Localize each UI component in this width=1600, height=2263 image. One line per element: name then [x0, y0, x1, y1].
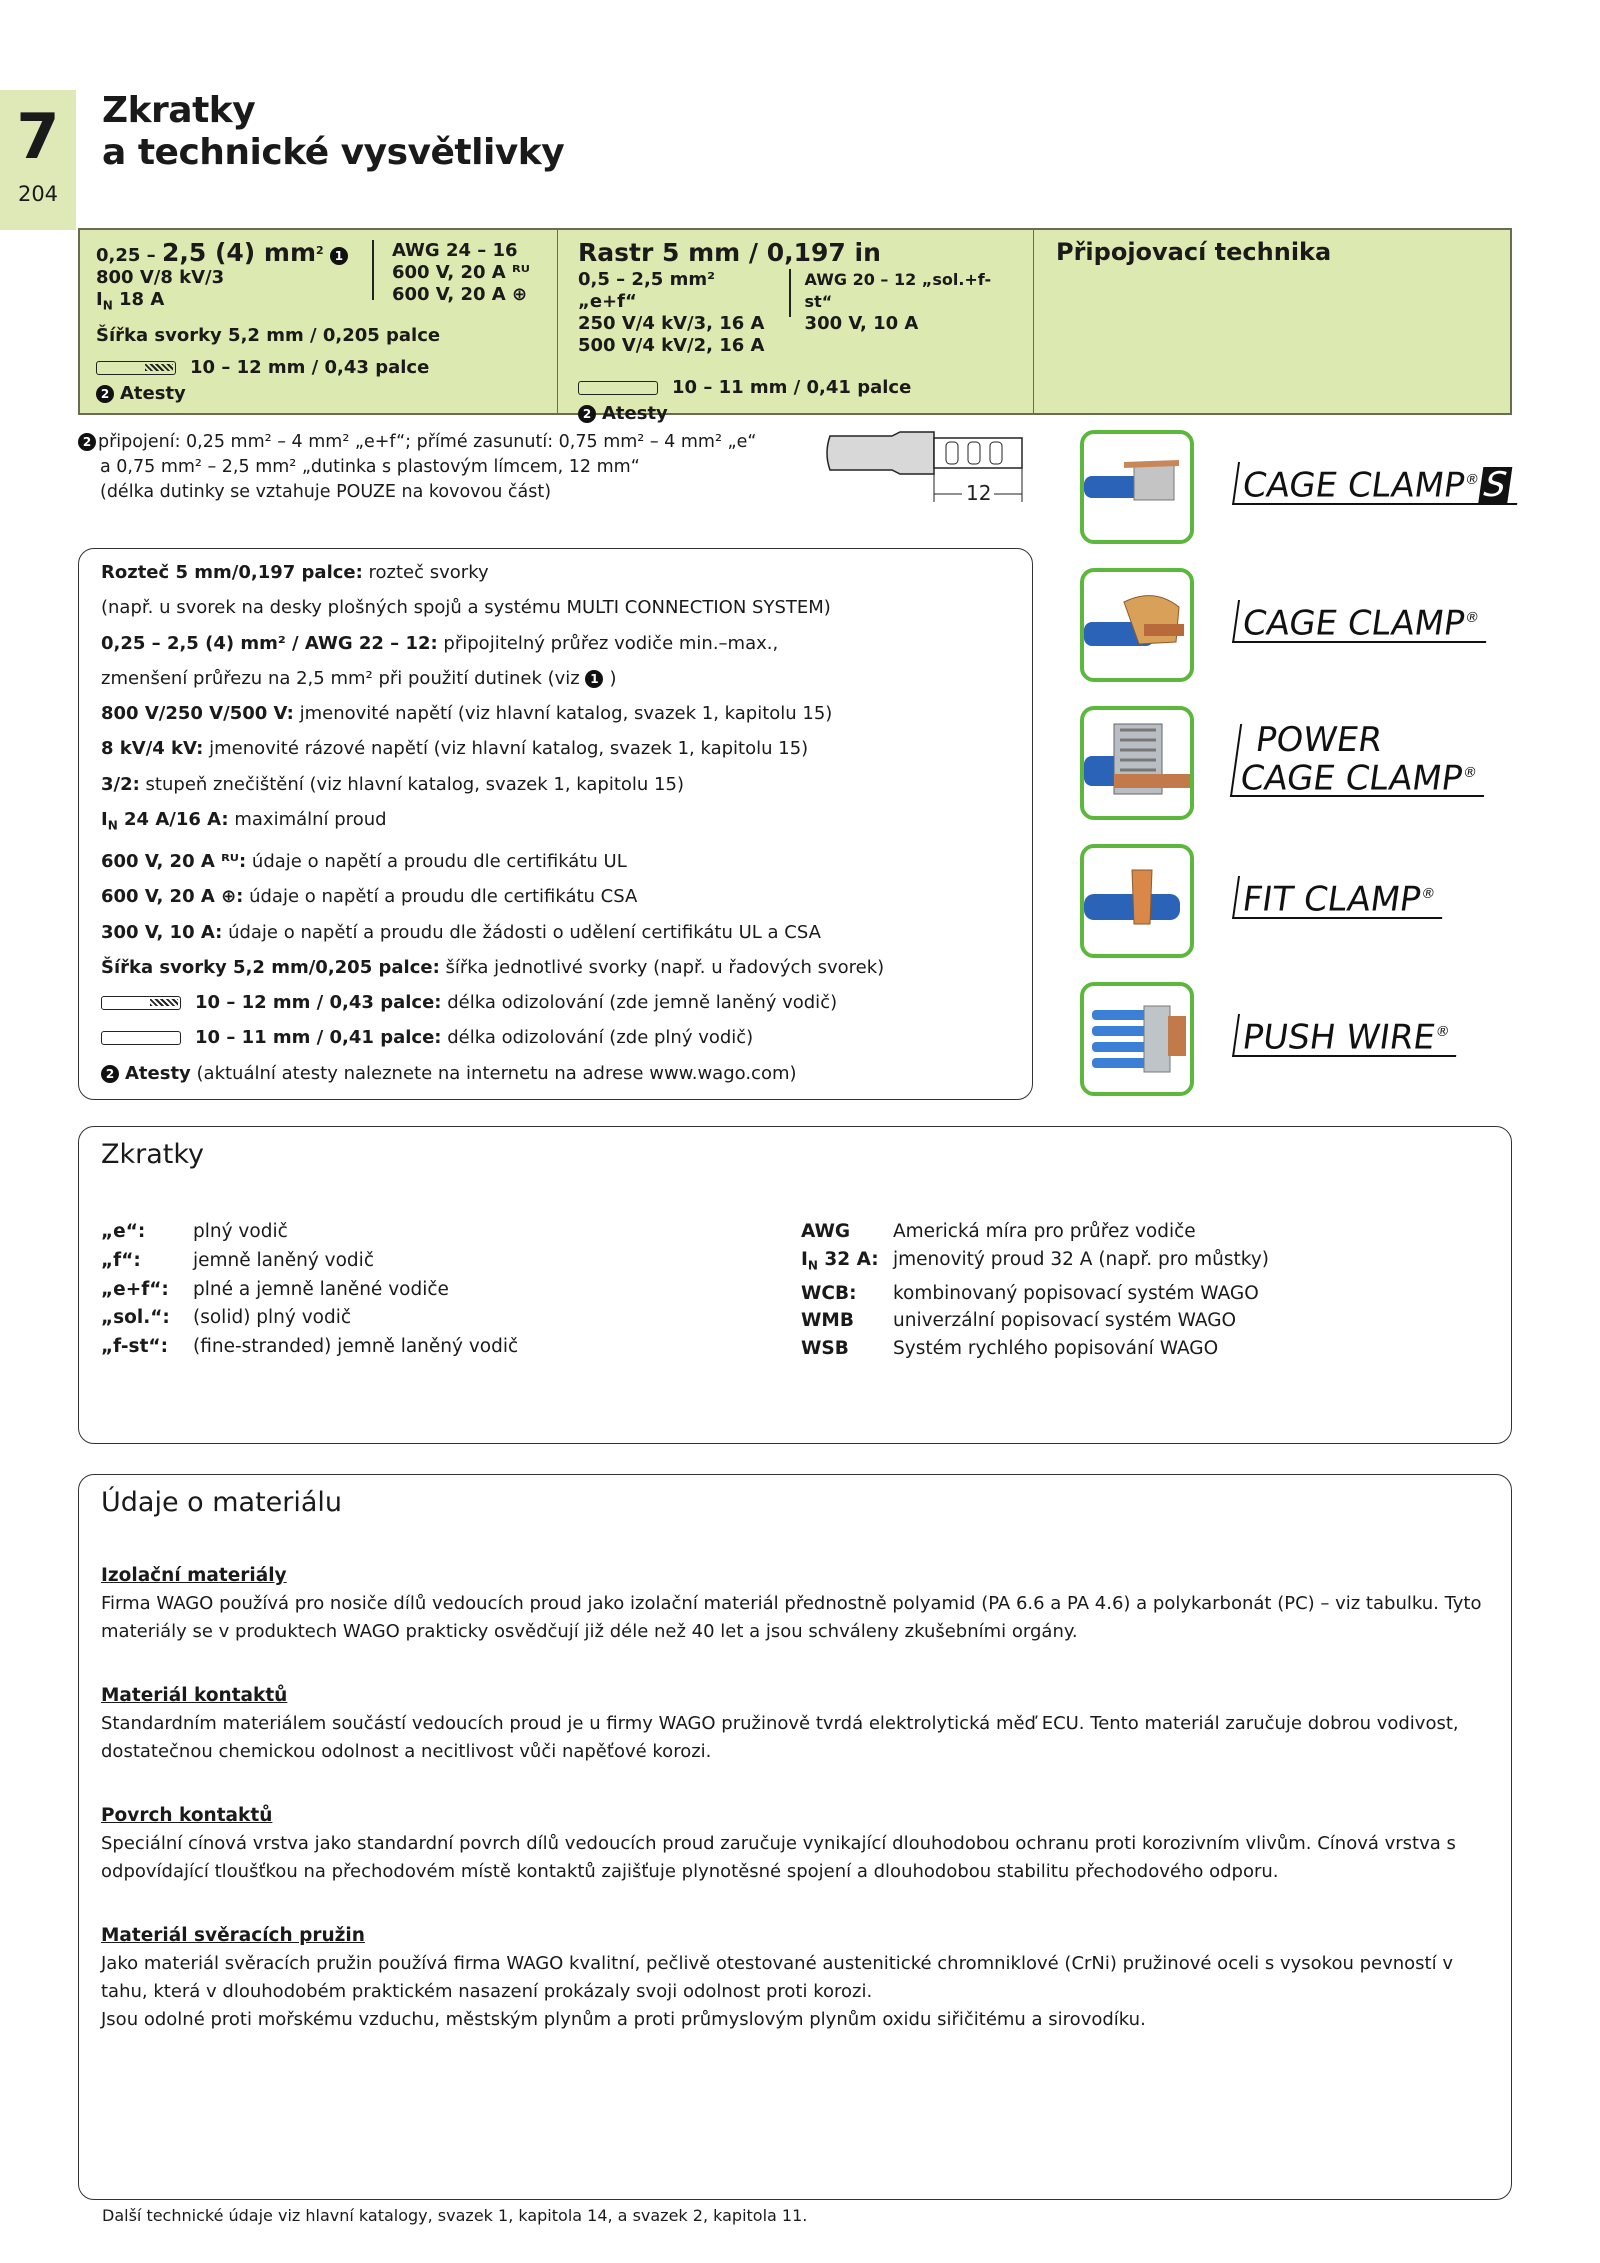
abbreviations-right: [801, 1218, 1269, 1362]
table-row: WSB Systém rychlého popisování WAGO: [801, 1337, 1219, 1359]
section-text: Jako materiál svěracích pružin používá firma WAGO kvalitní, pečlivě otestované austenitické chromniklové (CrNi) pružinové oceli s vysokou pevností v tahu, která v dlouhodobém praktickém nasazení prokázaly svoji odolnost proti korozi.: [101, 1953, 1453, 2002]
logo-push-wire: PUSH WIRE®: [1232, 1014, 1462, 1057]
section-heading: Povrch kontaktů: [101, 1805, 273, 1826]
spec-range-big: 2,5 (4) mm: [161, 238, 316, 267]
logo-text: FIT CLAMP: [1239, 879, 1424, 920]
spec-width: Šířka svorky 5,2 mm / 0,205 palce: [96, 324, 441, 346]
table-row: WCB: kombinovaný popisovací systém WAGO: [801, 1282, 1259, 1304]
spec-col-2: [558, 230, 1034, 424]
spec-col-3: [1034, 230, 1510, 413]
ul-mark-icon: ᴿᵁ: [512, 262, 530, 283]
note-line3: (délka dutinky se vztahuje POUZE na kovovou část): [100, 482, 552, 502]
section-text: Firma WAGO používá pro nosiče dílů vedoucích proud jako izolační materiál přednostně polyamid (PA 6.6 a PA 4.6) a polykarbonát (PC) – viz tabulku. Tyto materiály se v produktech WAGO prakticky osvědčují již déle než 40 let a jsou schváleny zkušebními orgány.: [101, 1593, 1482, 1642]
spec-col3-title: Připojovací technika: [1056, 238, 1332, 266]
table-row: $I_N$ 32 A: jmenovitý proud 32 A (např. pro můstky): [801, 1248, 1270, 1273]
spec-current: 18 A: [112, 289, 165, 310]
spec-range-sup: 2: [316, 244, 324, 257]
badge-2-icon: 2: [578, 405, 596, 423]
spec-current-sub: N: [102, 298, 113, 313]
table-row: „f-st“: (fine-stranded) jemně laněný vodič: [101, 1336, 519, 1358]
legend-row: (např. u svorek na desky plošných spojů a systému MULTI CONNECTION SYSTEM): [101, 597, 831, 619]
product-cage-clamp-s: [1080, 430, 1540, 568]
spec-col2-awg: AWG 20 – 12 „sol.+f-st“: [804, 270, 992, 311]
logo-suffix: S: [1478, 467, 1513, 503]
note-line1: připojení: 0,25 mm² – 4 mm² „e+f“; přímé zasunutí: 0,75 mm² – 4 mm² „e“: [98, 432, 757, 452]
logo-power-cage-clamp: POWER CAGE CLAMP®: [1230, 724, 1494, 797]
spec-col2-divider: [789, 269, 791, 317]
table-row: AWG Americká míra pro průřez vodiče: [801, 1221, 1196, 1242]
title-line1: Zkratky: [102, 90, 256, 131]
csa-mark-icon: ⊕: [512, 284, 528, 305]
spec-col2-atesty: Atesty: [602, 403, 668, 424]
spec-atesty: Atesty: [120, 382, 186, 404]
note-line2: a 0,75 mm² – 2,5 mm² „dutinka s plastovým límcem, 12 mm“: [100, 457, 640, 477]
product-list: [1080, 430, 1540, 1120]
spec-voltage: 800 V/8 kV/3: [96, 267, 225, 288]
push-wire-image: [1080, 982, 1194, 1096]
section-text: Speciální cínová vrstva jako standardní povrch dílů vedoucích proud zaručuje vynikající dlouhodobou ochranu proti korozivním vlivům. Cínová vrstva s odpovídající tloušťkou na přechodovém místě kontaktů zajišťuje plynotěsné spojení a dlouhodobou stabilitu přechodového odporu.: [101, 1833, 1456, 1882]
spec-range: 0,25 –: [96, 245, 162, 266]
table-row: „sol.“: (solid) plný vodič: [101, 1307, 352, 1329]
section-heading: Materiál svěracích pružin: [101, 1925, 365, 1946]
logo-text-2: CAGE CLAMP: [1237, 758, 1465, 799]
abbreviations-heading: Zkratky: [101, 1139, 205, 1170]
ferrule-note: [78, 430, 798, 505]
power-cage-clamp-image: [1080, 706, 1194, 820]
section-heading: Materiál kontaktů: [101, 1685, 288, 1706]
logo-text: POWER: [1253, 720, 1385, 760]
spec-col2-line3: 500 V/4 kV/2, 16 A: [578, 335, 765, 356]
spec-col2-title: Rastr 5 mm / 0,197 in: [578, 238, 881, 267]
table-row: „e+f“: plné a jemně laněné vodiče: [101, 1278, 449, 1300]
table-row: „f“: jemně laněný vodič: [101, 1249, 374, 1271]
spec-divider: [372, 240, 374, 300]
spec-strip-length: 10 – 12 mm / 0,43 palce: [190, 356, 430, 378]
spec-col2-strip: 10 – 11 mm / 0,41 palce: [672, 377, 912, 398]
stranded-wire-icon: [96, 361, 176, 375]
abbreviations-box: [78, 1126, 1512, 1444]
badge-2-icon: 2: [96, 385, 114, 403]
ferrule-dim-label: 12: [966, 481, 992, 505]
section-text: Jsou odolné proti mořskému vzduchu, městským plynům a proti průmyslovým plynům oxidu siřičitému a sirovodíku.: [101, 2009, 1146, 2030]
logo-cage-clamp: CAGE CLAMP®: [1232, 600, 1492, 643]
badge-1-icon: 1: [585, 670, 603, 688]
material-box: [78, 1474, 1512, 2200]
title-line2: a technické vysvětlivky: [102, 132, 565, 173]
chapter-number: 7: [16, 100, 60, 173]
spec-current-i: I: [96, 289, 103, 310]
stranded-wire-icon: [101, 996, 181, 1010]
section-text: Standardním materiálem součástí vedoucích proud je u firmy WAGO pružinově tvrdá elektrolytická měď ECU. Tento materiál zaručuje dobrou vodivost, dostatečnou chemickou odolnost a necitlivost vůči napěťové korozi.: [101, 1713, 1459, 1762]
fit-clamp-image: [1080, 844, 1194, 958]
table-row: „e“: plný vodič: [101, 1221, 288, 1242]
ferrule-drawing: [822, 428, 1032, 508]
logo-text: CAGE CLAMP: [1239, 465, 1468, 506]
logo-text: PUSH WIRE: [1239, 1017, 1438, 1058]
solid-wire-icon: [578, 381, 658, 395]
material-heading: Údaje o materiálu: [101, 1487, 343, 1518]
spec-col2-line1: 0,5 – 2,5 mm² „e+f“: [578, 269, 715, 312]
logo-text: CAGE CLAMP: [1239, 603, 1468, 644]
product-power-cage-clamp: [1080, 706, 1540, 844]
logo-fit-clamp: FIT CLAMP®: [1232, 876, 1448, 919]
spec-legend: Rozteč 5 mm/0,197 palce: rozteč svorky (např. u svorek na desky plošných spojů a systému MULTI CONNECTION SYSTEM) 0,25 – 2,5 (4) mm² / AWG 22 – 12: připojitelný průřez vodiče min.–max., zmenšení průřezu na 2,5 mm² při použití dutinek (viz 1 ) 800 V/250 V/500 V: jmenovité napětí (viz hlavní katalog, svazek 1, kapitolu 15) 8 kV/4 kV: jmenovité rázové napětí (viz hlavní katalog, svazek 1, kapitolu 15) 3/2: stupeň znečištění (viz hlavní katalog, svazek 1, kapitolu 15) $I_N$ 24 A/16 A: maximální proud 600 V, 20 A ᴿᵁ: údaje o napětí a proudu dle certifikátu UL 600 V, 20 A ⊕: údaje o napětí a proudu dle certifikátu CSA 300 V, 10 A: údaje o napětí a proudu dle žádosti o udělení certifikátu UL a CSA Šířka svorky 5,2 mm/0,205 palce: šířka jednotlivé svorky (např. u řadových svorek) 10 – 12 mm / 0,43 palce: délka odizolování (zde jemně laněný vodič) 10 – 11 mm / 0,41 palce: délka odizolování (zde plný vodič) 2 Atesty (aktuální atesty naleznete na internetu na adrese www.wago.com): [78, 548, 1033, 1100]
page-number: 204: [17, 182, 59, 206]
chapter-tab: [0, 90, 76, 230]
spec-col2-line2: 250 V/4 kV/3, 16 A: [578, 313, 765, 334]
abbreviations-left: [101, 1218, 801, 1362]
section-heading: Izolační materiály: [101, 1565, 287, 1586]
badge-2-icon: 2: [101, 1065, 119, 1083]
spec-csa: 600 V, 20 A: [391, 284, 506, 305]
page-footer: Další technické údaje viz hlavní katalogy, svazek 1, kapitola 14, a svazek 2, kapitola 11.: [102, 2206, 808, 2225]
logo-cage-clamp-s: CAGE CLAMP®S: [1232, 462, 1523, 505]
cage-clamp-image: [1080, 568, 1194, 682]
spec-col-1: [80, 230, 558, 413]
solid-wire-icon: [101, 1031, 181, 1045]
spec-box: [78, 228, 1512, 424]
page-title: [102, 90, 564, 174]
badge-2-icon: 2: [78, 433, 96, 451]
product-cage-clamp: [1080, 568, 1540, 706]
product-push-wire: [1080, 982, 1540, 1120]
spec-ul: 600 V, 20 A: [391, 262, 506, 283]
spec-col2-awg2: 300 V, 10 A: [804, 313, 919, 334]
table-row: WMB univerzální popisovací systém WAGO: [801, 1310, 1237, 1332]
spec-awg: AWG 24 – 16: [391, 240, 518, 261]
product-fit-clamp: [1080, 844, 1540, 982]
cage-clamp-s-image: [1080, 430, 1194, 544]
badge-1-icon: 1: [330, 247, 348, 265]
